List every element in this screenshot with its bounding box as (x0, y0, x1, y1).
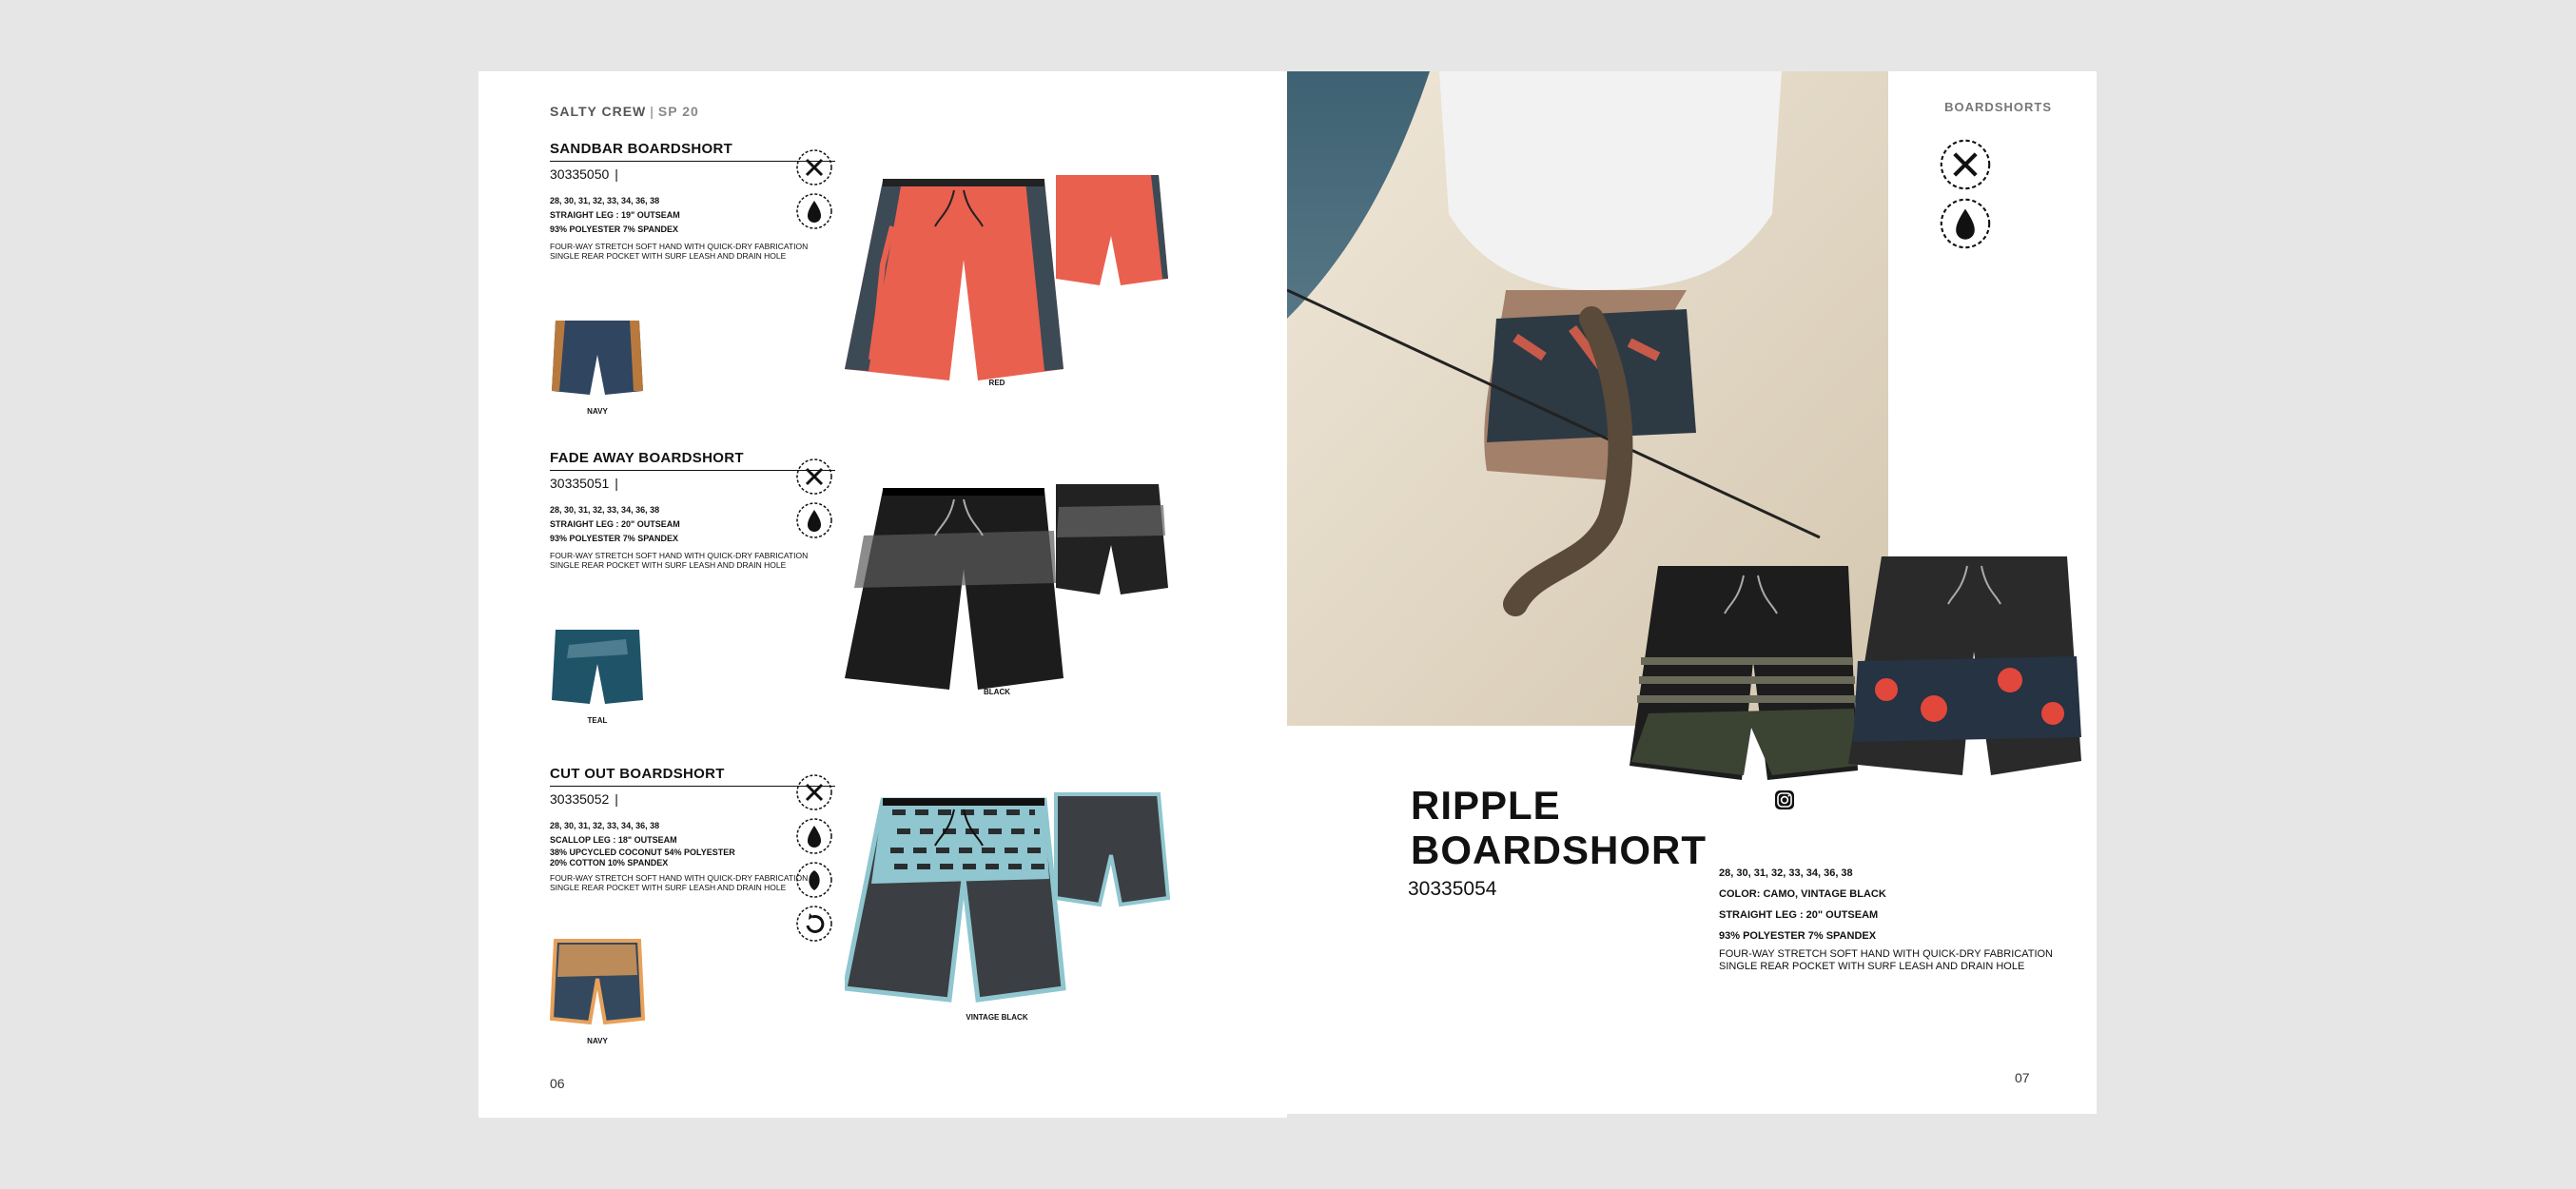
rapid-dry-badge-icon (795, 501, 833, 539)
running-head: SALTY CREW | SP 20 (550, 104, 699, 119)
feature-badges (795, 148, 839, 236)
multi-stretch-badge-icon (795, 148, 833, 186)
product-title: RIPPLE BOARDSHORT (1411, 783, 1707, 872)
thumbnail-navy[interactable] (550, 937, 645, 1045)
leg: SCALLOP LEG : 18" OUTSEAM (550, 835, 677, 845)
leg: STRAIGHT LEG : 19" OUTSEAM (550, 210, 680, 220)
product-specs (550, 819, 809, 892)
feature-badges (795, 458, 839, 545)
fabric-line-2: 20% COTTON 10% SPANDEX (550, 858, 669, 867)
sizes: 28, 30, 31, 32, 33, 34, 36, 38 (550, 196, 660, 205)
vintage-black-boardshort (1848, 556, 2081, 775)
multi-stretch-badge-icon (1939, 138, 1992, 191)
fabric: 93% POLYESTER 7% SPANDEX (550, 534, 679, 543)
product-fade-away (550, 450, 1235, 735)
sizes: 28, 30, 31, 32, 33, 34, 36, 38 (1719, 867, 1853, 879)
main-color-label: BLACK (984, 688, 1010, 696)
sizes: 28, 30, 31, 32, 33, 34, 36, 38 (550, 505, 660, 515)
description-2: SINGLE REAR POCKET WITH SURF LEASH AND DRAIN HOLE (550, 560, 787, 570)
product-sandbar (550, 141, 1235, 426)
recycled-badge-icon (795, 905, 833, 943)
instagram-icon[interactable] (1773, 789, 1796, 811)
product-image (845, 478, 1187, 697)
rapid-dry-badge-icon (795, 817, 833, 855)
main-color-label: VINTAGE BLACK (966, 1013, 1028, 1022)
description-2: SINGLE REAR POCKET WITH SURF LEASH AND DRAIN HOLE (550, 883, 787, 892)
product-sku: 30335054 (1408, 878, 1497, 900)
camo-boardshort (1630, 566, 1858, 780)
product-image (845, 789, 1187, 1017)
description-1: FOUR-WAY STRETCH SOFT HAND WITH QUICK-DRY FABRICATION (550, 551, 809, 560)
fabric: 93% POLYESTER 7% SPANDEX (550, 224, 679, 234)
thumb-color-label: TEAL (587, 716, 608, 725)
leg: STRAIGHT LEG : 20" OUTSEAM (550, 519, 680, 529)
product-name: CUT OUT BOARDSHORT (550, 766, 725, 782)
description-1: FOUR-WAY STRETCH SOFT HAND WITH QUICK-DRY FABRICATION (550, 242, 809, 251)
rapid-dry-badge-icon (795, 192, 833, 230)
product-image (845, 169, 1187, 388)
description-1: FOUR-WAY STRETCH SOFT HAND WITH QUICK-DRY FABRICATION (1719, 948, 2053, 960)
product-specs (550, 194, 809, 261)
divider (550, 470, 835, 471)
product-specs (1719, 863, 2052, 973)
product-specs (550, 503, 809, 570)
product-cut-out (550, 766, 1235, 1051)
color: COLOR: CAMO, VINTAGE BLACK (1719, 888, 1886, 900)
page-number: 07 (2015, 1070, 2030, 1085)
boardshort-thumbnail-icon (550, 626, 645, 707)
catalog-page-left (478, 71, 1287, 1118)
brand-name: SALTY CREW (550, 104, 647, 119)
leg: STRAIGHT LEG : 20" OUTSEAM (1719, 909, 1879, 921)
thumbnail-teal[interactable] (550, 626, 645, 725)
catalog-page-right (1287, 71, 2097, 1114)
product-name: SANDBAR BOARDSHORT (550, 141, 733, 157)
multi-stretch-badge-icon (795, 773, 833, 811)
rapid-dry-badge-icon (1939, 197, 1992, 250)
divider (550, 786, 835, 787)
fabric-line-1: 38% UPCYCLED COCONUT 54% POLYESTER (550, 848, 735, 857)
product-name: FADE AWAY BOARDSHORT (550, 450, 744, 466)
page-number: 06 (550, 1076, 565, 1091)
thumb-color-label: NAVY (587, 1037, 608, 1045)
product-sku: 30335052 | (550, 791, 618, 807)
main-color-label: RED (988, 379, 1005, 387)
description-1: FOUR-WAY STRETCH SOFT HAND WITH QUICK-DRY FABRICATION (550, 873, 809, 883)
product-sku: 30335050 | (550, 166, 618, 182)
season: SP 20 (657, 104, 699, 119)
section-head: BOARDSHORTS (1944, 100, 2052, 114)
description-2: SINGLE REAR POCKET WITH SURF LEASH AND DRAIN HOLE (1719, 961, 2025, 972)
feature-badges (1939, 138, 1996, 256)
sizes: 28, 30, 31, 32, 33, 34, 36, 38 (550, 821, 660, 830)
description-2: SINGLE REAR POCKET WITH SURF LEASH AND DRAIN HOLE (550, 251, 787, 261)
boardshort-thumbnail-icon (550, 317, 645, 398)
multi-stretch-badge-icon (795, 458, 833, 496)
boardshort-thumbnail-icon (550, 937, 645, 1027)
divider (550, 161, 835, 162)
feature-badges (795, 773, 839, 948)
anti-microbial-badge-icon (795, 861, 833, 899)
ripple-boardshort-images (1630, 547, 2086, 785)
fabric: 93% POLYESTER 7% SPANDEX (1719, 930, 1877, 942)
thumbnail-navy[interactable] (550, 317, 645, 416)
thumb-color-label: NAVY (587, 407, 608, 416)
product-sku: 30335051 | (550, 476, 618, 491)
